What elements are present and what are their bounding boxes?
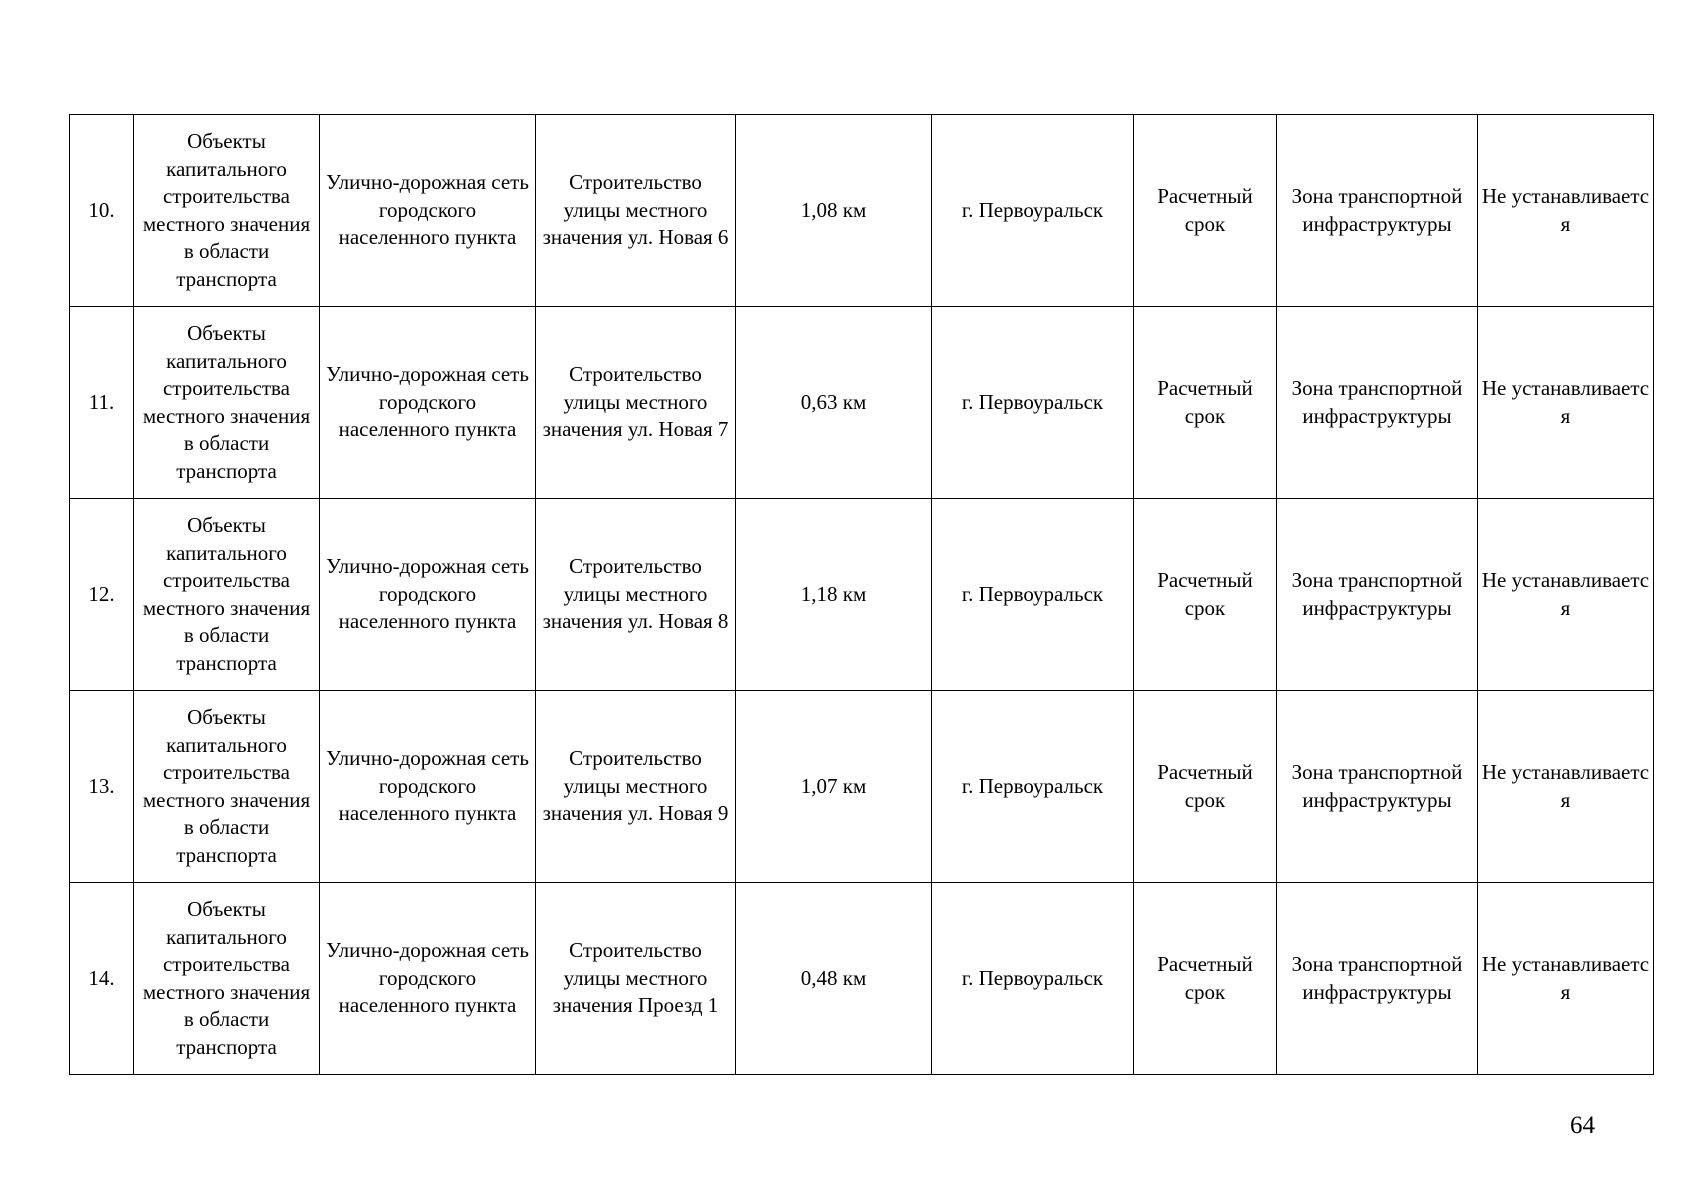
table-row [70,691,1654,883]
object-length-cell: 1,07 км [736,691,932,883]
table-body [70,115,1654,1075]
functional-zone-cell: Зона транспортной инфраструктуры [1277,691,1478,883]
object-length-cell: 1,18 км [736,499,932,691]
object-name-cell: Строительство улицы местного значения ул. Новая 7 [536,307,736,499]
object-location-cell: г. Первоуральск [932,691,1134,883]
object-type-cell: Улично-дорожная сеть городского населенного пункта [320,883,536,1075]
construction-term-cell: Расчетный срок [1134,691,1277,883]
functional-zone-cell: Зона транспортной инфраструктуры [1277,307,1478,499]
functional-zone-cell: Зона транспортной инфраструктуры [1277,115,1478,307]
table-row [70,115,1654,307]
object-location-cell: г. Первоуральск [932,883,1134,1075]
object-name-cell: Строительство улицы местного значения ул. Новая 8 [536,499,736,691]
object-location-cell: г. Первоуральск [932,307,1134,499]
row-number-cell: 11. [70,307,134,499]
functional-zone-cell: Зона транспортной инфраструктуры [1277,499,1478,691]
object-type-cell: Улично-дорожная сеть городского населенного пункта [320,499,536,691]
object-name-cell: Строительство улицы местного значения ул. Новая 9 [536,691,736,883]
table-row [70,307,1654,499]
object-type-cell: Улично-дорожная сеть городского населенного пункта [320,307,536,499]
planned-objects-table [69,114,1654,1075]
row-number-cell: 12. [70,499,134,691]
zone-restriction-cell: Не устанавливается [1478,115,1654,307]
page-number: 64 [1570,1112,1595,1139]
object-type-cell: Улично-дорожная сеть городского населенного пункта [320,691,536,883]
object-category-cell: Объекты капитального строительства местного значения в области транспорта [134,115,320,307]
object-length-cell: 0,63 км [736,307,932,499]
zone-restriction-cell: Не устанавливается [1478,307,1654,499]
object-category-cell: Объекты капитального строительства местного значения в области транспорта [134,883,320,1075]
object-length-cell: 1,08 км [736,115,932,307]
object-type-cell: Улично-дорожная сеть городского населенного пункта [320,115,536,307]
row-number-cell: 13. [70,691,134,883]
table-row [70,499,1654,691]
object-name-cell: Строительство улицы местного значения ул. Новая 6 [536,115,736,307]
object-length-cell: 0,48 км [736,883,932,1075]
zone-restriction-cell: Не устанавливается [1478,691,1654,883]
table-row [70,883,1654,1075]
object-category-cell: Объекты капитального строительства местного значения в области транспорта [134,499,320,691]
document-page [69,114,1653,1075]
object-category-cell: Объекты капитального строительства местного значения в области транспорта [134,307,320,499]
row-number-cell: 10. [70,115,134,307]
object-category-cell: Объекты капитального строительства местного значения в области транспорта [134,691,320,883]
functional-zone-cell: Зона транспортной инфраструктуры [1277,883,1478,1075]
object-location-cell: г. Первоуральск [932,499,1134,691]
construction-term-cell: Расчетный срок [1134,499,1277,691]
row-number-cell: 14. [70,883,134,1075]
object-name-cell: Строительство улицы местного значения Проезд 1 [536,883,736,1075]
object-location-cell: г. Первоуральск [932,115,1134,307]
zone-restriction-cell: Не устанавливается [1478,499,1654,691]
construction-term-cell: Расчетный срок [1134,115,1277,307]
construction-term-cell: Расчетный срок [1134,883,1277,1075]
zone-restriction-cell: Не устанавливается [1478,883,1654,1075]
construction-term-cell: Расчетный срок [1134,307,1277,499]
